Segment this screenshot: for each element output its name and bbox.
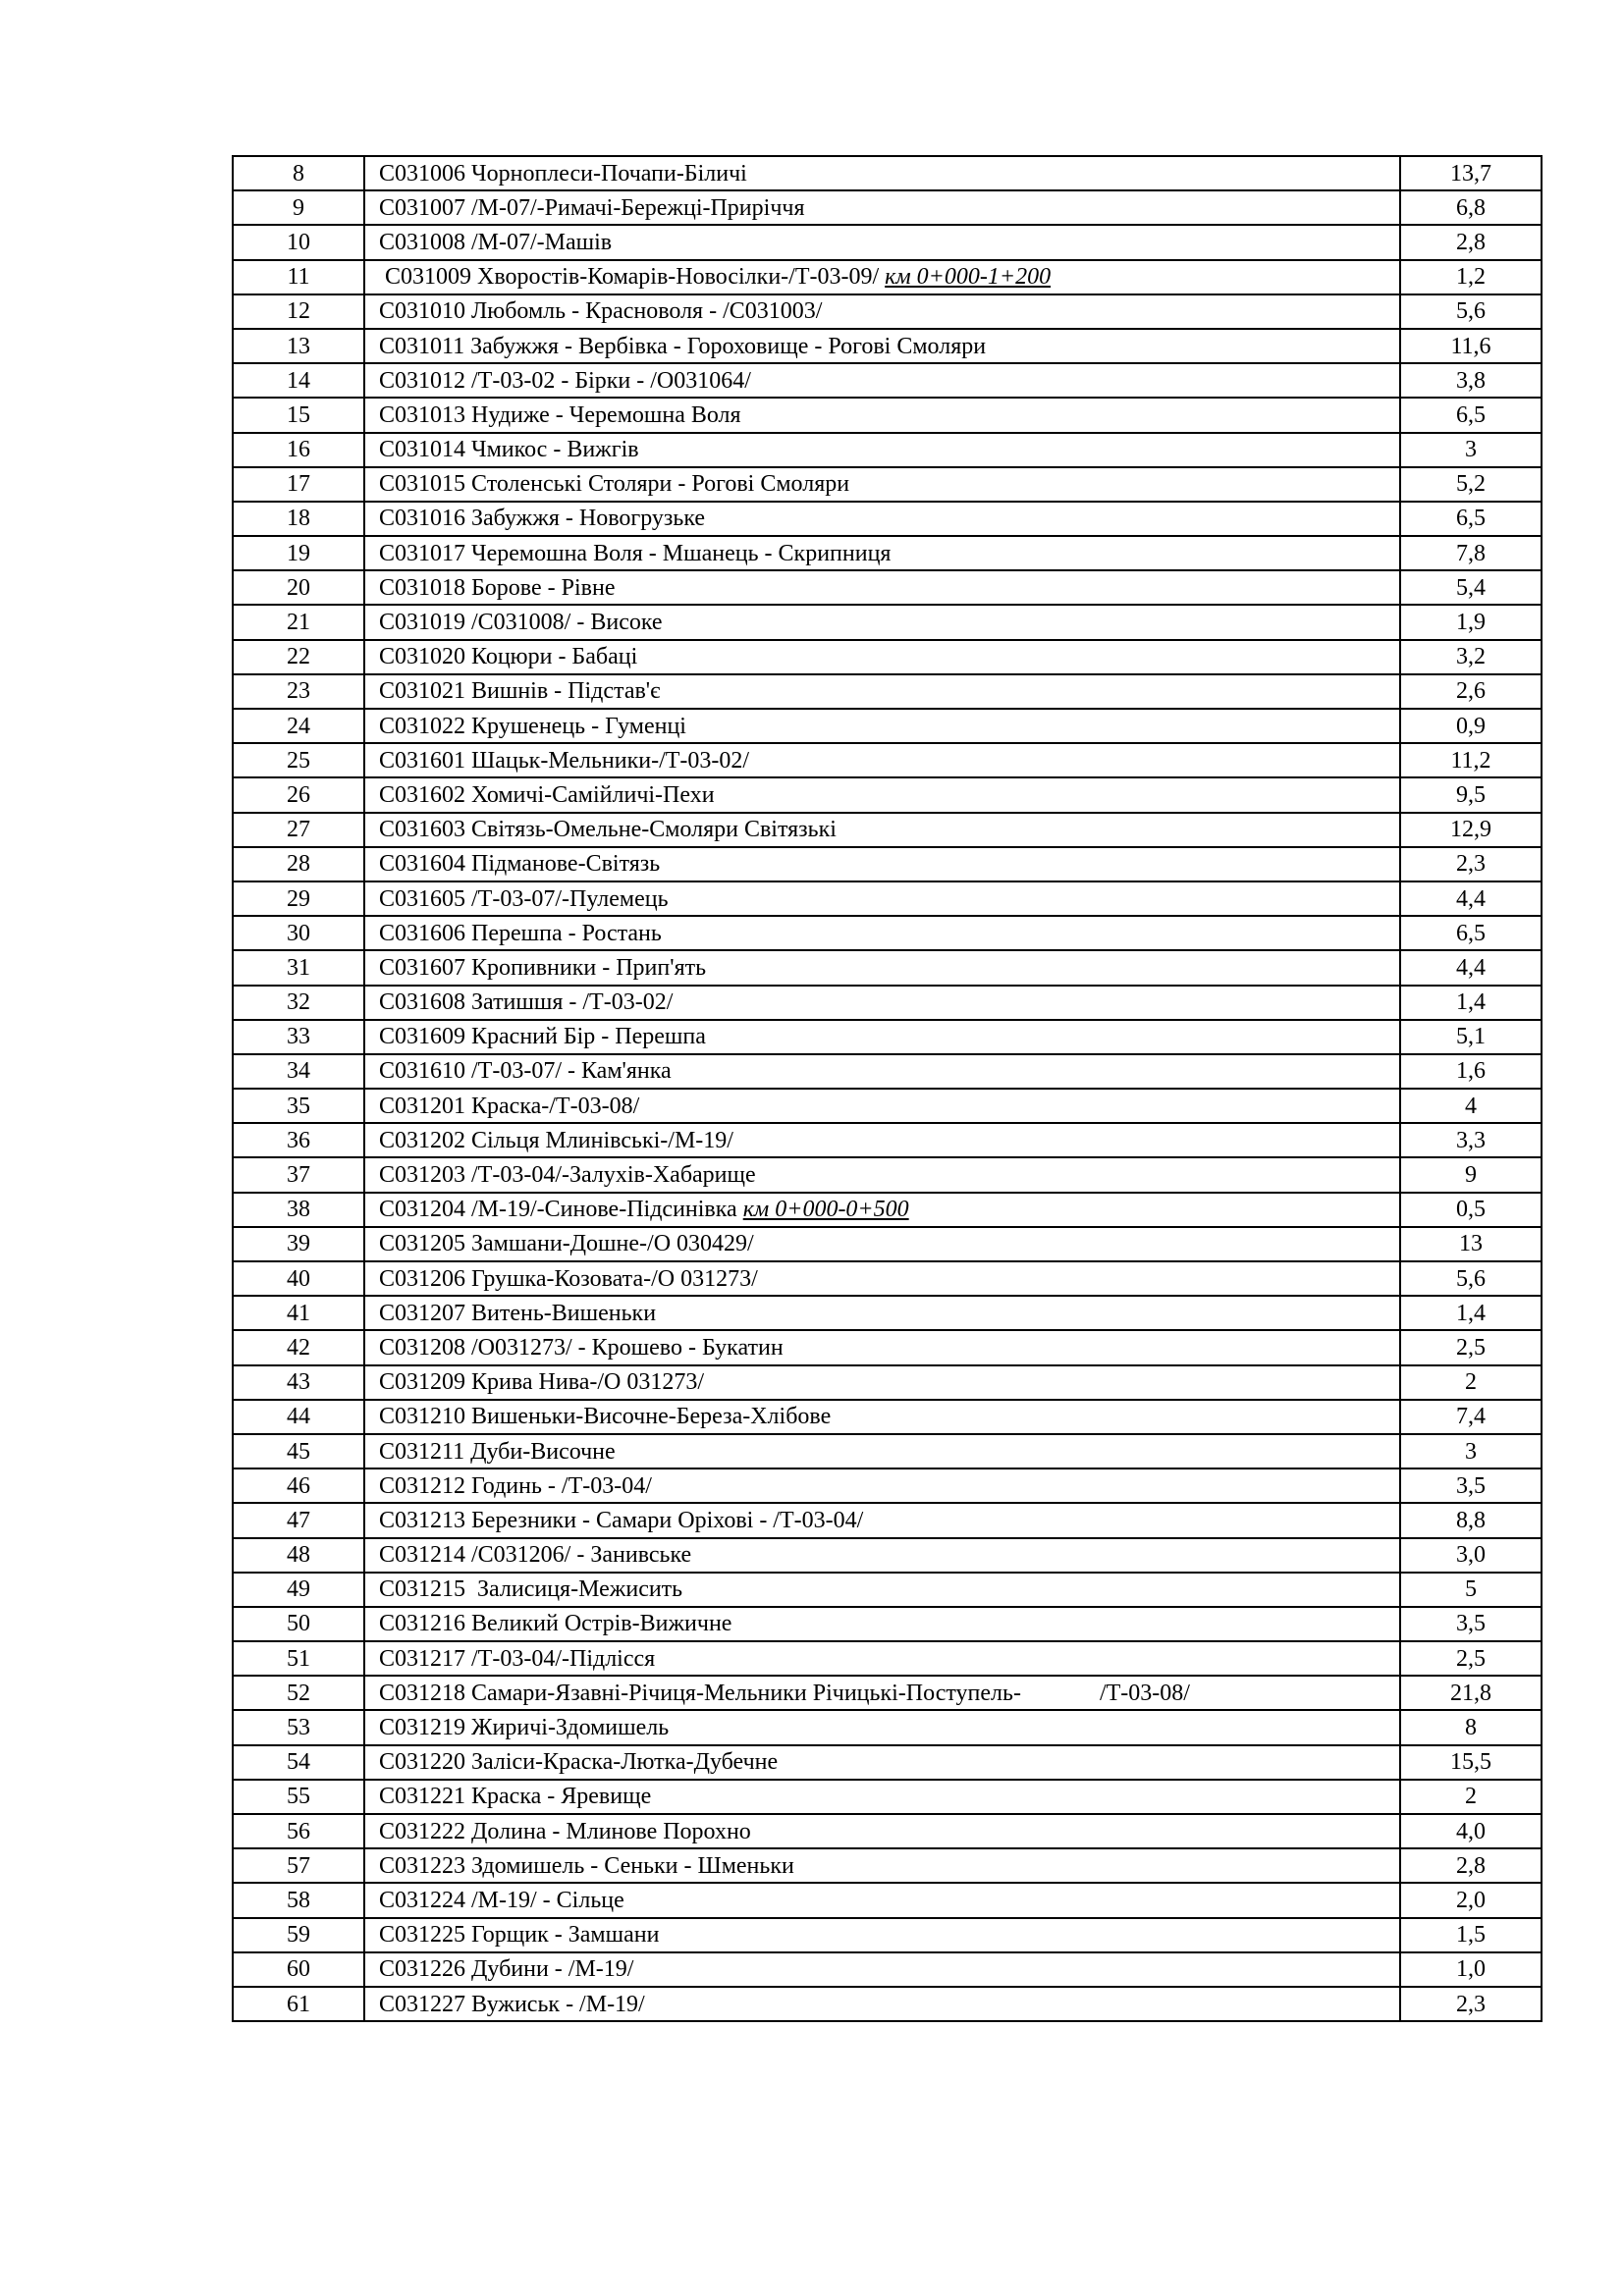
- row-number: 58: [233, 1883, 364, 1917]
- table-row: [233, 916, 1542, 950]
- row-number: 14: [233, 363, 364, 398]
- road-name-cell: [364, 536, 1400, 570]
- table-row: [233, 294, 1542, 329]
- road-name: С031603 Світязь-Омельне-Смоляри Світязькі: [379, 817, 837, 843]
- road-length: 3,2: [1400, 640, 1542, 674]
- road-length: 13,7: [1400, 156, 1542, 190]
- road-name: С031212 Годинь - /Т-03-04/: [379, 1472, 652, 1499]
- road-name-cell: [364, 881, 1400, 916]
- road-name-cell: [364, 1710, 1400, 1744]
- road-name: С031224 /М-19/ - Сільце: [379, 1887, 624, 1913]
- road-name-cell: [364, 1952, 1400, 1987]
- road-name-cell: [364, 156, 1400, 190]
- road-name: С031018 Борове - Рівне: [379, 574, 616, 601]
- road-name-cell: [364, 1261, 1400, 1296]
- road-length: 2: [1400, 1365, 1542, 1400]
- table-row: [233, 1607, 1542, 1641]
- road-length: 2,8: [1400, 1848, 1542, 1883]
- road-name-cell: [364, 1780, 1400, 1814]
- table-row: [233, 536, 1542, 570]
- road-length: 5,6: [1400, 1261, 1542, 1296]
- row-number: 27: [233, 813, 364, 847]
- road-name-cell: [364, 433, 1400, 467]
- road-length: 2,6: [1400, 674, 1542, 709]
- row-number: 12: [233, 294, 364, 329]
- row-number: 50: [233, 1607, 364, 1641]
- road-name: С031207 Витень-Вишеньки: [379, 1300, 657, 1326]
- table-row: [233, 363, 1542, 398]
- table-row: [233, 640, 1542, 674]
- road-name-cell: [364, 1641, 1400, 1676]
- road-length: 1,2: [1400, 260, 1542, 294]
- road-name: С031605 /Т-03-07/-Пулемець: [379, 885, 669, 912]
- road-name-cell: [364, 1918, 1400, 1952]
- table-row: [233, 225, 1542, 259]
- table-row: [233, 1814, 1542, 1848]
- road-length: 4,4: [1400, 950, 1542, 985]
- road-name: С031210 Вишеньки-Височне-Береза-Хлібове: [379, 1404, 832, 1430]
- road-list-body: [233, 156, 1542, 2021]
- road-length: 1,0: [1400, 1952, 1542, 1987]
- road-name-cell: [364, 916, 1400, 950]
- table-row: [233, 1952, 1542, 1987]
- road-length: 4,0: [1400, 1814, 1542, 1848]
- row-number: 42: [233, 1330, 364, 1364]
- road-length: 2,8: [1400, 225, 1542, 259]
- road-name: С031610 /Т-03-07/ - Кам'янка: [379, 1058, 672, 1085]
- road-name: С031221 Краска - Яревище: [379, 1784, 652, 1810]
- table-row: [233, 1987, 1542, 2021]
- road-name-cell: [364, 1573, 1400, 1607]
- row-number: 29: [233, 881, 364, 916]
- road-name-cell: [364, 1400, 1400, 1434]
- road-list-table: [232, 155, 1543, 2022]
- road-name-cell: [364, 1538, 1400, 1573]
- table-row: [233, 986, 1542, 1020]
- row-number: 26: [233, 777, 364, 812]
- road-name: С031211 Дуби-Височне: [379, 1438, 616, 1465]
- row-number: 31: [233, 950, 364, 985]
- road-name: С031205 Замшани-Дошне-/О 030429/: [379, 1231, 754, 1257]
- row-number: 11: [233, 260, 364, 294]
- road-name-cell: [364, 1987, 1400, 2021]
- road-name: С031204 /М-19/-Синове-Підсинівка: [379, 1197, 743, 1223]
- row-number: 8: [233, 156, 364, 190]
- road-name-tail: /Т-03-08/: [1099, 1680, 1190, 1706]
- road-length: 4,4: [1400, 881, 1542, 916]
- road-name-cell: [364, 570, 1400, 605]
- table-row: [233, 1641, 1542, 1676]
- row-number: 22: [233, 640, 364, 674]
- row-number: 18: [233, 502, 364, 536]
- road-name-cell: [364, 986, 1400, 1020]
- road-name-cell: [364, 1607, 1400, 1641]
- road-length: 6,5: [1400, 398, 1542, 432]
- row-number: 17: [233, 467, 364, 502]
- road-name: С031008 /М-07/-Машів: [379, 229, 613, 255]
- road-name-cell: [364, 1848, 1400, 1883]
- road-name-cell: [364, 1123, 1400, 1157]
- row-number: 10: [233, 225, 364, 259]
- road-name: С031201 Краска-/Т-03-08/: [379, 1093, 640, 1119]
- row-number: 56: [233, 1814, 364, 1848]
- row-number: 36: [233, 1123, 364, 1157]
- km-range-note: км 0+000-0+500: [742, 1197, 909, 1223]
- km-range-note: км 0+000-1+200: [885, 264, 1052, 291]
- road-name-cell: [364, 1296, 1400, 1330]
- row-number: 49: [233, 1573, 364, 1607]
- road-name-cell: [364, 813, 1400, 847]
- row-number: 20: [233, 570, 364, 605]
- row-number: 9: [233, 190, 364, 225]
- table-row: [233, 1330, 1542, 1364]
- road-name: С031604 Підманове-Світязь: [379, 851, 661, 878]
- road-length: 3,0: [1400, 1538, 1542, 1573]
- road-name: С031601 Шацьк-Мельники-/Т-03-02/: [379, 747, 750, 774]
- road-length: 3,8: [1400, 363, 1542, 398]
- table-row: [233, 1710, 1542, 1744]
- road-length: 5,4: [1400, 570, 1542, 605]
- road-name: С031203 /Т-03-04/-Залухів-Хабарище: [379, 1162, 756, 1189]
- road-name: С031216 Великий Острів-Вижичне: [379, 1611, 732, 1637]
- road-name-cell: [364, 1745, 1400, 1780]
- row-number: 28: [233, 847, 364, 881]
- road-name-cell: [364, 743, 1400, 777]
- table-row: [233, 1468, 1542, 1503]
- road-length: 3: [1400, 1434, 1542, 1468]
- row-number: 32: [233, 986, 364, 1020]
- table-row: [233, 1157, 1542, 1192]
- table-row: [233, 1745, 1542, 1780]
- row-number: 35: [233, 1089, 364, 1123]
- row-number: 37: [233, 1157, 364, 1192]
- road-length: 21,8: [1400, 1676, 1542, 1710]
- road-length: 3: [1400, 433, 1542, 467]
- road-name: С031209 Крива Нива-/О 031273/: [379, 1369, 705, 1396]
- road-length: 5,1: [1400, 1020, 1542, 1054]
- table-row: [233, 329, 1542, 363]
- table-row: [233, 1918, 1542, 1952]
- road-name: С031015 Столенські Столяри - Рогові Смоляри: [379, 471, 850, 498]
- road-name-cell: [364, 640, 1400, 674]
- road-name: С031021 Вишнів - Підстав'є: [379, 678, 661, 705]
- road-name: С031227 Вужиськ - /М-19/: [379, 1991, 645, 2017]
- road-length: 3,5: [1400, 1468, 1542, 1503]
- road-length: 2,3: [1400, 1987, 1542, 2021]
- road-length: 12,9: [1400, 813, 1542, 847]
- road-name: С031202 Сільця Млинівські-/М-19/: [379, 1127, 733, 1153]
- road-name: С031206 Грушка-Козовата-/О 031273/: [379, 1265, 758, 1292]
- road-name-cell: [364, 1676, 1400, 1710]
- road-length: 6,5: [1400, 916, 1542, 950]
- road-length: 9,5: [1400, 777, 1542, 812]
- table-row: [233, 1020, 1542, 1054]
- road-name-cell: [364, 1468, 1400, 1503]
- row-number: 41: [233, 1296, 364, 1330]
- road-length: 0,5: [1400, 1193, 1542, 1227]
- road-length: 11,6: [1400, 329, 1542, 363]
- row-number: 15: [233, 398, 364, 432]
- table-row: [233, 1780, 1542, 1814]
- row-number: 47: [233, 1503, 364, 1537]
- table-row: [233, 190, 1542, 225]
- road-name-cell: [364, 1020, 1400, 1054]
- table-row: [233, 1434, 1542, 1468]
- road-name-cell: [364, 1365, 1400, 1400]
- table-row: [233, 1676, 1542, 1710]
- row-number: 55: [233, 1780, 364, 1814]
- table-row: [233, 156, 1542, 190]
- row-number: 34: [233, 1054, 364, 1089]
- road-name: С031215 Залисиця-Межисить: [379, 1576, 683, 1603]
- row-number: 39: [233, 1227, 364, 1261]
- table-row: [233, 813, 1542, 847]
- road-name: С031223 Здомишель - Сеньки - Шменьки: [379, 1852, 794, 1879]
- road-name-cell: [364, 1503, 1400, 1537]
- road-name: С031009 Хворостів-Комарів-Новосілки-/Т-03-09/: [379, 264, 886, 291]
- road-length: 3,5: [1400, 1607, 1542, 1641]
- road-length: 6,8: [1400, 190, 1542, 225]
- road-name-cell: [364, 260, 1400, 294]
- road-name-cell: [364, 950, 1400, 985]
- road-length: 2,5: [1400, 1330, 1542, 1364]
- table-row: [233, 674, 1542, 709]
- table-row: [233, 1227, 1542, 1261]
- road-length: 1,6: [1400, 1054, 1542, 1089]
- road-length: 4: [1400, 1089, 1542, 1123]
- road-name: С031607 Кропивники - Прип'ять: [379, 954, 707, 981]
- table-row: [233, 1538, 1542, 1573]
- road-name-cell: [364, 294, 1400, 329]
- road-name: С031011 Забужжя - Вербівка - Гороховище - Рогові Смоляри: [379, 333, 987, 359]
- row-number: 40: [233, 1261, 364, 1296]
- road-length: 11,2: [1400, 743, 1542, 777]
- road-name: С031214 /С031206/ - Занивське: [379, 1542, 692, 1569]
- row-number: 23: [233, 674, 364, 709]
- row-number: 48: [233, 1538, 364, 1573]
- road-length: 5,6: [1400, 294, 1542, 329]
- row-number: 24: [233, 709, 364, 743]
- road-length: 2: [1400, 1780, 1542, 1814]
- road-length: 1,9: [1400, 605, 1542, 639]
- table-row: [233, 1400, 1542, 1434]
- road-name: С031007 /М-07/-Римачі-Бережці-Приріччя: [379, 194, 805, 221]
- road-length: 13: [1400, 1227, 1542, 1261]
- road-name-cell: [364, 1227, 1400, 1261]
- road-name: С031020 Коцюри - Бабаці: [379, 644, 638, 670]
- table-row: [233, 1089, 1542, 1123]
- table-row: [233, 847, 1542, 881]
- table-row: [233, 1365, 1542, 1400]
- road-length: 9: [1400, 1157, 1542, 1192]
- road-name: С031208 /О031273/ - Крошево - Букатин: [379, 1334, 784, 1361]
- road-name: С031019 /С031008/ - Високе: [379, 610, 663, 636]
- table-row: [233, 467, 1542, 502]
- road-name: С031013 Нудиже - Черемошна Воля: [379, 401, 741, 428]
- road-name: С031217 /Т-03-04/-Підлісся: [379, 1645, 656, 1672]
- road-name: С031022 Крушенець - Гуменці: [379, 713, 686, 739]
- road-length: 0,9: [1400, 709, 1542, 743]
- road-length: 5,2: [1400, 467, 1542, 502]
- table-row: [233, 881, 1542, 916]
- road-name: С031222 Долина - Млинове Порохно: [379, 1818, 751, 1844]
- table-row: [233, 605, 1542, 639]
- road-name-cell: [364, 502, 1400, 536]
- road-length: 2,5: [1400, 1641, 1542, 1676]
- row-number: 25: [233, 743, 364, 777]
- road-length: 8: [1400, 1710, 1542, 1744]
- row-number: 59: [233, 1918, 364, 1952]
- road-length: 7,4: [1400, 1400, 1542, 1434]
- road-name-cell: [364, 1883, 1400, 1917]
- row-number: 44: [233, 1400, 364, 1434]
- road-name: С031213 Березники - Самари Оріхові - /Т-03-04/: [379, 1507, 864, 1533]
- road-name-cell: [364, 1193, 1400, 1227]
- road-name: С031220 Заліси-Краска-Лютка-Дубечне: [379, 1749, 779, 1776]
- road-name-cell: [364, 1814, 1400, 1848]
- road-length: 2,0: [1400, 1883, 1542, 1917]
- row-number: 33: [233, 1020, 364, 1054]
- table-row: [233, 1503, 1542, 1537]
- road-name: С031226 Дубини - /М-19/: [379, 1956, 634, 1983]
- row-number: 61: [233, 1987, 364, 2021]
- table-row: [233, 502, 1542, 536]
- road-length: 6,5: [1400, 502, 1542, 536]
- road-length: 15,5: [1400, 1745, 1542, 1780]
- road-name: С031219 Жиричі-Здомишель: [379, 1715, 670, 1741]
- row-number: 53: [233, 1710, 364, 1744]
- table-row: [233, 260, 1542, 294]
- table-row: [233, 570, 1542, 605]
- road-name-cell: [364, 1330, 1400, 1364]
- row-number: 43: [233, 1365, 364, 1400]
- road-name-cell: [364, 674, 1400, 709]
- table-row: [233, 950, 1542, 985]
- row-number: 46: [233, 1468, 364, 1503]
- row-number: 21: [233, 605, 364, 639]
- road-name-cell: [364, 605, 1400, 639]
- row-number: 38: [233, 1193, 364, 1227]
- table-row: [233, 1848, 1542, 1883]
- road-length: 7,8: [1400, 536, 1542, 570]
- road-name-cell: [364, 329, 1400, 363]
- road-name: С031606 Перешпа - Ростань: [379, 920, 662, 946]
- row-number: 51: [233, 1641, 364, 1676]
- road-name: С031012 /Т-03-02 - Бірки - /О031064/: [379, 367, 751, 394]
- road-name-cell: [364, 1157, 1400, 1192]
- row-number: 30: [233, 916, 364, 950]
- road-name: С031016 Забужжя - Новогрузьке: [379, 506, 706, 532]
- table-row: [233, 433, 1542, 467]
- table-row: [233, 1193, 1542, 1227]
- row-number: 52: [233, 1676, 364, 1710]
- table-row: [233, 709, 1542, 743]
- road-length: 3,3: [1400, 1123, 1542, 1157]
- table-row: [233, 1573, 1542, 1607]
- road-name: С031218 Самари-Язавні-Річиця-Мельники Річицькі-Поступель-: [379, 1680, 1021, 1706]
- road-length: 1,4: [1400, 986, 1542, 1020]
- road-name: С031608 Затишшя - /Т-03-02/: [379, 989, 674, 1016]
- road-length: 5: [1400, 1573, 1542, 1607]
- road-length: 1,4: [1400, 1296, 1542, 1330]
- road-name: С031006 Чорноплеси-Почапи-Біличі: [379, 160, 747, 187]
- table-row: [233, 1883, 1542, 1917]
- road-name-cell: [364, 225, 1400, 259]
- table-row: [233, 1296, 1542, 1330]
- road-name-cell: [364, 363, 1400, 398]
- table-row: [233, 1054, 1542, 1089]
- road-name: С031014 Чмикос - Вижгів: [379, 437, 639, 463]
- table-row: [233, 777, 1542, 812]
- road-name-cell: [364, 467, 1400, 502]
- table-row: [233, 1261, 1542, 1296]
- road-name: С031609 Красний Бір - Перешпа: [379, 1024, 706, 1050]
- road-name-cell: [364, 1434, 1400, 1468]
- road-length: 8,8: [1400, 1503, 1542, 1537]
- road-name-cell: [364, 1054, 1400, 1089]
- road-name: С031010 Любомль - Красноволя - /С031003/: [379, 298, 823, 325]
- row-number: 60: [233, 1952, 364, 1987]
- road-name: С031602 Хомичі-Самійличі-Пехи: [379, 781, 715, 808]
- row-number: 16: [233, 433, 364, 467]
- road-name: С031017 Черемошна Воля - Мшанець - Скрипниця: [379, 540, 892, 566]
- row-number: 13: [233, 329, 364, 363]
- road-name-cell: [364, 709, 1400, 743]
- row-number: 54: [233, 1745, 364, 1780]
- road-name-cell: [364, 190, 1400, 225]
- row-number: 19: [233, 536, 364, 570]
- table-row: [233, 743, 1542, 777]
- table-row: [233, 1123, 1542, 1157]
- road-name: С031225 Горщик - Замшани: [379, 1922, 660, 1949]
- row-number: 57: [233, 1848, 364, 1883]
- road-name-cell: [364, 398, 1400, 432]
- road-name-cell: [364, 1089, 1400, 1123]
- road-length: 2,3: [1400, 847, 1542, 881]
- road-name-cell: [364, 777, 1400, 812]
- table-row: [233, 398, 1542, 432]
- road-length: 1,5: [1400, 1918, 1542, 1952]
- road-name-cell: [364, 847, 1400, 881]
- row-number: 45: [233, 1434, 364, 1468]
